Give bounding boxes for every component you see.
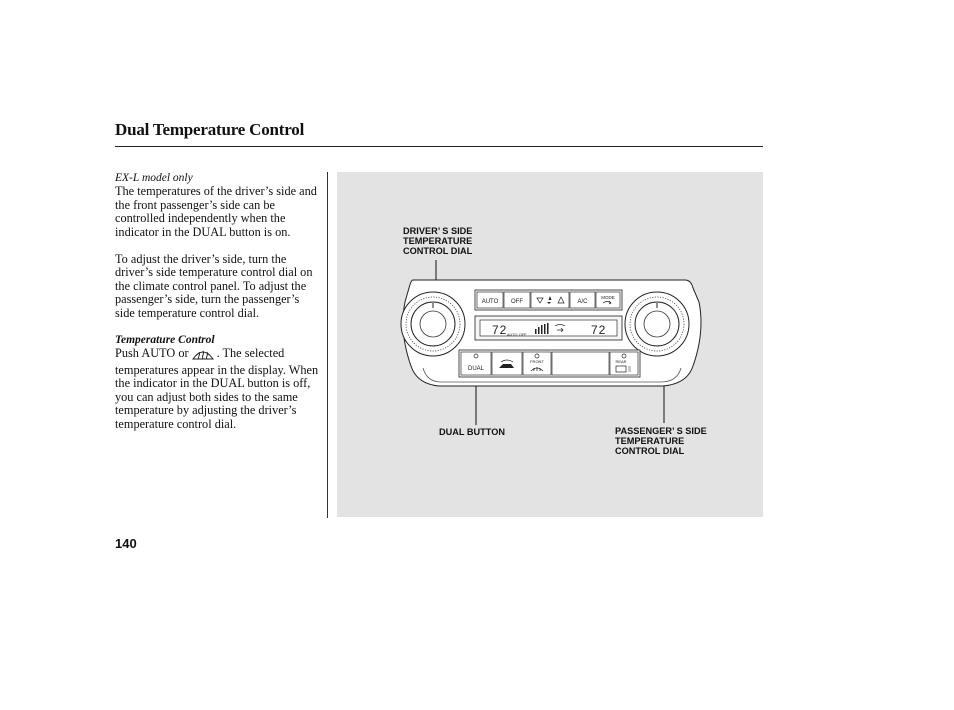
- auto-button[interactable]: [477, 292, 503, 308]
- page-number: 140: [115, 536, 137, 551]
- callout-driver-dial: DRIVER’ S SIDE TEMPERATURE CONTROL DIAL: [403, 226, 473, 257]
- climate-control-panel: [337, 172, 763, 517]
- climate-control-figure: [337, 172, 763, 517]
- rear-defrost-label: REAR: [615, 359, 627, 364]
- para3-before-icon: Push AUTO or: [115, 346, 189, 361]
- paragraph-dual-intro: The temperatures of the driver’s side and the front passenger’s side can be controlled independently when the indicator in the DUAL button is on.: [115, 184, 317, 239]
- display-passenger-temp: 72: [591, 323, 607, 337]
- ac-button-label: A/C: [577, 299, 588, 305]
- ac-button[interactable]: [570, 292, 595, 308]
- title-rule: [115, 146, 763, 147]
- column-divider: [327, 172, 328, 518]
- rear-defrost-button[interactable]: [610, 352, 638, 375]
- display-off-text: OFF: [519, 333, 527, 337]
- driver-temperature-dial: [401, 292, 465, 356]
- callout-passenger-dial: PASSENGER’ S SIDE TEMPERATURE CONTROL DIAL: [615, 426, 707, 457]
- model-note: EX-L model only: [115, 172, 193, 184]
- text-column: [115, 172, 321, 431]
- front-defrost-button[interactable]: [523, 352, 551, 375]
- display-driver-temp: 72: [492, 323, 508, 337]
- temperature-display: [475, 316, 622, 340]
- recirculation-button[interactable]: [492, 352, 522, 375]
- off-button[interactable]: [504, 292, 530, 308]
- auto-button-label: AUTO: [481, 299, 499, 305]
- paragraph-adjust-sides: To adjust the driver’s side, turn the driver’s side temperature control dial on the climate control panel. To adjust the passenger’s side, turn the passenger’s side temperature control dial.: [115, 252, 313, 320]
- paragraph-temperature-control: [115, 347, 321, 430]
- dual-button-label: DUAL: [467, 366, 485, 372]
- subheading-temperature-control: Temperature Control: [115, 334, 215, 347]
- page-title: Dual Temperature Control: [115, 120, 305, 139]
- blank-button-slot: [552, 352, 609, 375]
- dual-button[interactable]: [461, 352, 491, 375]
- para3-after-icon: . The selected temperatures appear in the display. When the indicator in the DUAL button is off, you can adjust both sides to the same temperature by adjusting the driver’s temperature control dial.: [115, 346, 319, 431]
- display-auto-text: AUTO: [507, 333, 518, 337]
- mode-button[interactable]: [596, 292, 620, 308]
- passenger-temperature-dial: [625, 292, 689, 356]
- off-button-label: OFF: [511, 299, 523, 305]
- callout-dual-button: DUAL BUTTON: [439, 427, 506, 437]
- front-defrost-label: FRONT: [530, 359, 544, 364]
- mode-button-label: MODE: [601, 295, 615, 300]
- fan-speed-control[interactable]: [531, 292, 569, 308]
- front-defroster-icon: [192, 348, 214, 363]
